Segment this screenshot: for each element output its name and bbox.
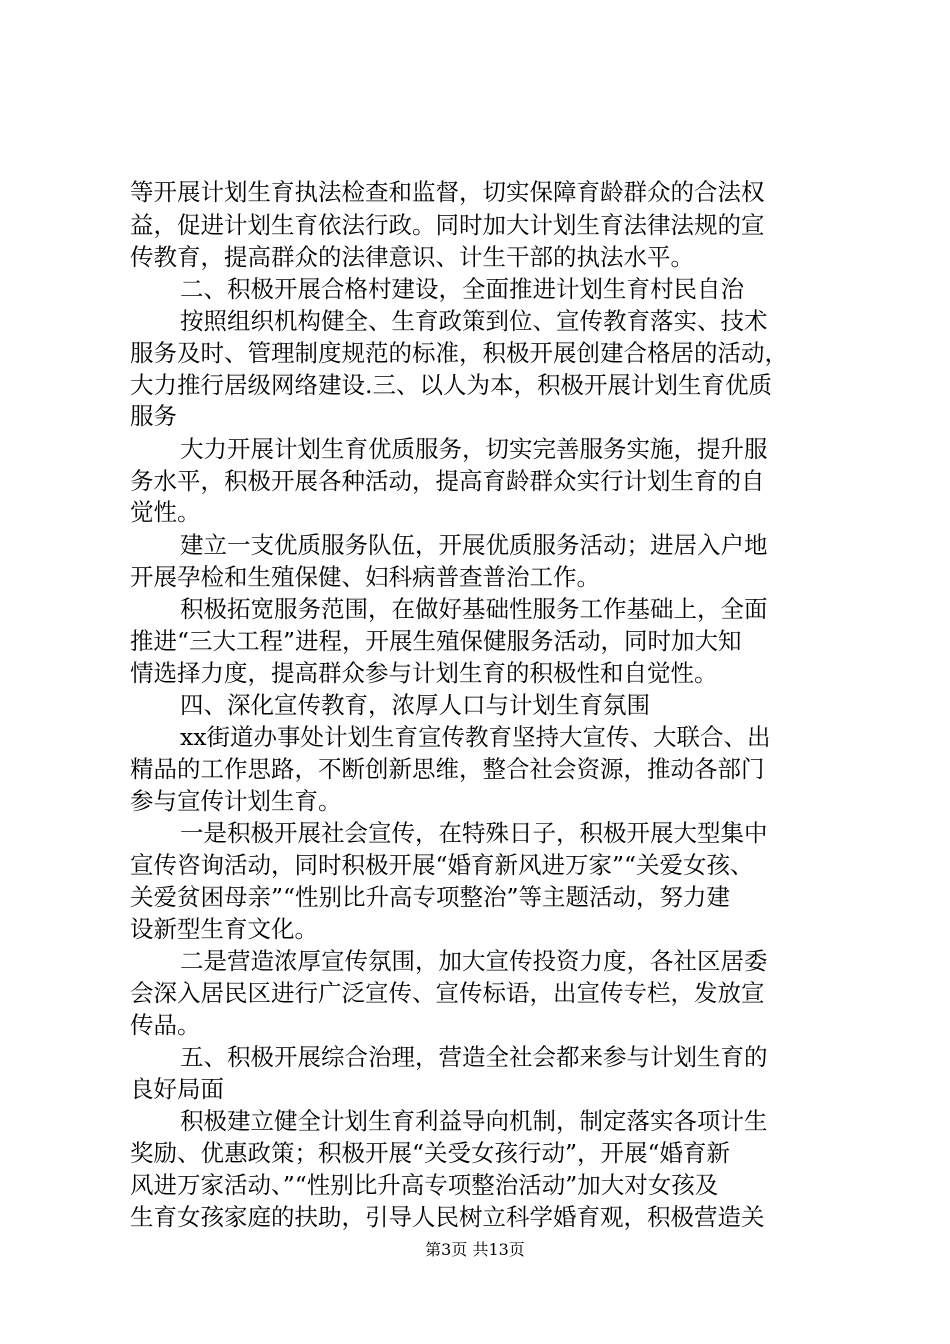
text-line: 觉性。: [130, 498, 201, 526]
text-line: 宣传咨询活动，同时积极开展“婚育新风进万家”“关爱女孩、: [130, 851, 754, 879]
text-line: 服务: [130, 402, 177, 430]
text-line: 精品的工作思路，不断创新思维，整合社会资源，推动各部门: [130, 755, 765, 783]
text-line: 设新型生育文化。: [130, 915, 318, 943]
page-number-footer: 第3页 共13页: [425, 1240, 525, 1259]
text-line: 按照组织机构健全、生育政策到位、宣传教育落实、技术: [180, 307, 768, 335]
text-line: 生育女孩家庭的扶助，引导人民树立科学婚育观，积极营造关: [130, 1203, 765, 1231]
text-line: xx街道办事处计划生育宣传教育坚持大宣传、大联合、出: [180, 723, 771, 751]
text-line: 积极拓宽服务范围，在做好基础性服务工作基础上，全面: [180, 595, 768, 623]
section-heading: 四、深化宣传教育，浓厚人口与计划生育氛围: [180, 691, 650, 719]
text-line: 开展孕检和生殖保健、妇科病普查普治工作。: [130, 563, 600, 591]
text-line: 奖励、优惠政策；积极开展“关受女孩行动”，开展“婚育新: [130, 1139, 731, 1167]
text-line: 大力开展计划生育优质服务，切实完善服务实施，提升服: [180, 435, 768, 463]
section-heading: 二、积极开展合格村建设，全面推进计划生育村民自治: [180, 275, 744, 303]
text-line: 风进万家活动、”“性别比升高专项整治活动”加大对女孩及: [130, 1171, 719, 1199]
text-line: 大力推行居级网络建设.三、以人为本，积极开展计划生育优质: [130, 371, 772, 399]
text-line: 传品。: [130, 1011, 201, 1039]
text-line: 推进“三大工程”进程，开展生殖保健服务活动，同时加大知: [130, 627, 742, 655]
text-line: 建立一支优质服务队伍，开展优质服务活动；进居入户地: [180, 531, 768, 559]
section-heading: 五、积极开展综合治理，营造全社会都来参与计划生育的: [180, 1043, 768, 1071]
text-line: 传教育，提高群众的法律意识、计生干部的执法水平。: [130, 243, 694, 271]
text-line: 服务及时、管理制度规范的标准，积极开展创建合格居的活动，: [130, 339, 788, 367]
text-line: 参与宣传计划生育。: [130, 787, 342, 815]
text-line: 良好局面: [130, 1075, 224, 1103]
text-line: 务水平，积极开展各种活动，提高育龄群众实行计划生育的自: [130, 467, 765, 495]
text-line: 一是积极开展社会宣传，在特殊日子，积极开展大型集中: [180, 819, 768, 847]
text-line: 关爱贫困母亲”“性别比升高专项整治”等主题活动，努力建: [130, 883, 731, 911]
text-line: 等开展计划生育执法检查和监督，切实保障育龄群众的合法权: [130, 178, 765, 206]
text-line: 积极建立健全计划生育利益导向机制，制定落实各项计生: [180, 1107, 768, 1135]
text-line: 益，促进计划生育依法行政。同时加大计划生育法律法规的宣: [130, 211, 765, 239]
text-line: 二是营造浓厚宣传氛围，加大宣传投资力度，各社区居委: [180, 947, 768, 975]
text-line: 会深入居民区进行广泛宣传、宣传标语，出宣传专栏，发放宣: [130, 979, 765, 1007]
text-line: 情选择力度，提高群众参与计划生育的积极性和自觉性。: [130, 659, 718, 687]
